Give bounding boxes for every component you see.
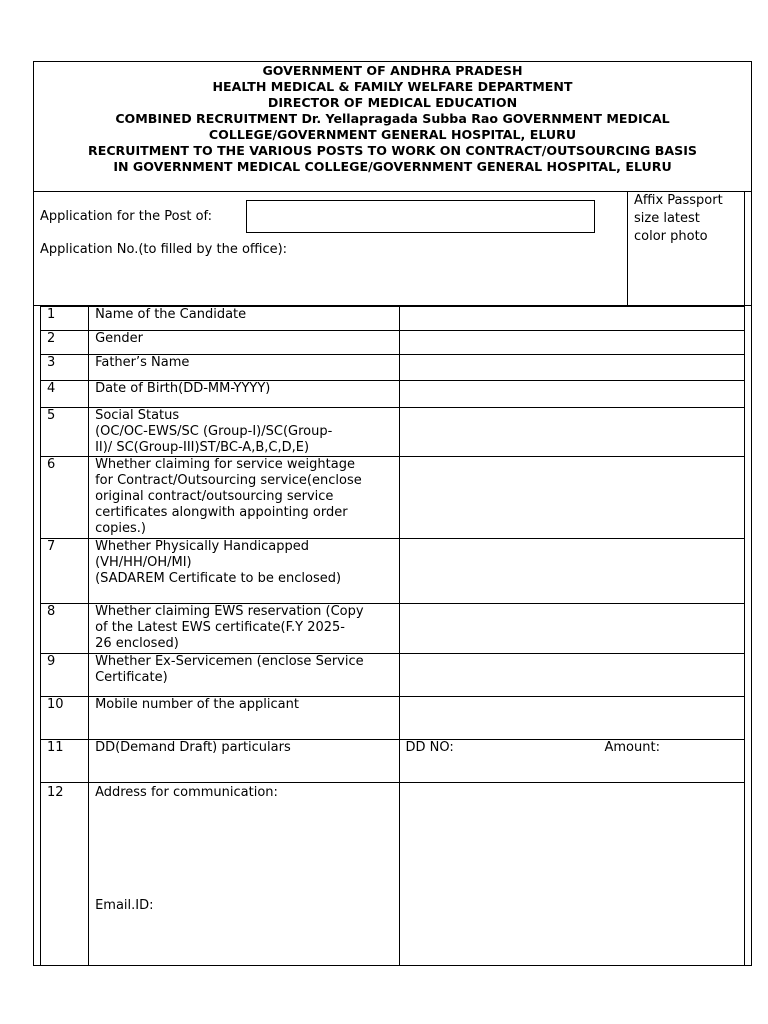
row-number: 9 — [41, 654, 89, 697]
row-label: Mobile number of the applicant — [89, 697, 399, 740]
handicapped-field[interactable] — [399, 539, 745, 604]
row-label-line: of the Latest EWS certificate(F.Y 2025- — [95, 620, 345, 635]
row-number: 8 — [41, 604, 89, 654]
photo-text: color photo — [634, 229, 708, 244]
email-label: Email.ID: — [95, 898, 154, 913]
header-line: HEALTH MEDICAL & FAMILY WELFARE DEPARTMENT — [212, 79, 573, 94]
header-line: IN GOVERNMENT MEDICAL COLLEGE/GOVERNMENT GENERAL HOSPITAL, ELURU — [113, 159, 672, 174]
table-row — [41, 457, 745, 539]
dob-field[interactable] — [399, 381, 745, 408]
gender-field[interactable] — [399, 331, 745, 355]
row-label: DD(Demand Draft) particulars — [89, 740, 399, 783]
table-row — [41, 355, 745, 381]
header-line: RECRUITMENT TO THE VARIOUS POSTS TO WORK ON CONTRACT/OUTSOURCING BASIS — [88, 143, 697, 158]
row-label: Name of the Candidate — [89, 307, 399, 331]
photo-text: size latest — [634, 211, 700, 226]
row-label-line: (OC/OC-EWS/SC (Group-I)/SC(Group- — [95, 424, 333, 439]
dd-field[interactable] — [399, 740, 745, 783]
row-label-line: II)/ SC(Group-III)ST/BC-A,B,C,D,E) — [95, 440, 310, 455]
row-number: 3 — [41, 355, 89, 381]
photo-box[interactable] — [627, 192, 745, 305]
service-weightage-field[interactable] — [399, 457, 745, 539]
social-status-field[interactable] — [399, 408, 745, 457]
row-label-line: Whether Ex-Servicemen (enclose Service — [95, 654, 364, 669]
row-number: 10 — [41, 697, 89, 740]
row-label-line: for Contract/Outsourcing service(enclose — [95, 473, 362, 488]
row-label — [89, 604, 399, 654]
table-row — [41, 539, 745, 604]
ex-servicemen-field[interactable] — [399, 654, 745, 697]
table-row — [41, 408, 745, 457]
address-label: Address for communication: — [95, 785, 278, 800]
row-label-line: Whether Physically Handicapped — [95, 539, 309, 554]
row-label: Date of Birth(DD-MM-YYYY) — [89, 381, 399, 408]
row-number: 11 — [41, 740, 89, 783]
table-row — [41, 331, 745, 355]
header-line: COLLEGE/GOVERNMENT GENERAL HOSPITAL, ELURU — [208, 127, 577, 142]
post-input[interactable] — [246, 200, 595, 233]
address-field[interactable] — [399, 783, 745, 966]
row-label-line: 26 enclosed) — [95, 636, 179, 651]
father-name-field[interactable] — [399, 355, 745, 381]
table-row — [41, 740, 745, 783]
row-number: 2 — [41, 331, 89, 355]
post-label: Application for the Post of: — [40, 209, 213, 224]
amount-label: Amount: — [604, 740, 660, 755]
application-section — [34, 192, 751, 306]
table-row — [41, 654, 745, 697]
form-header — [34, 62, 751, 192]
row-number: 1 — [41, 307, 89, 331]
application-no-label: Application No.(to filled by the office): — [40, 242, 288, 257]
table-row — [41, 697, 745, 740]
mobile-field[interactable] — [399, 697, 745, 740]
row-label — [89, 654, 399, 697]
header-line: COMBINED RECRUITMENT Dr. Yellapragada Subba Rao GOVERNMENT MEDICAL — [115, 111, 670, 126]
row-label: Gender — [89, 331, 399, 355]
row-label — [89, 539, 399, 604]
row-label — [89, 457, 399, 539]
row-label — [89, 783, 399, 966]
row-number: 7 — [41, 539, 89, 604]
row-label-line: (SADAREM Certificate to be enclosed) — [95, 571, 342, 586]
row-label-line: certificates alongwith appointing order — [95, 505, 348, 520]
table-row — [41, 604, 745, 654]
dd-no-label: DD NO: — [405, 740, 454, 755]
row-number: 5 — [41, 408, 89, 457]
header-line: GOVERNMENT OF ANDHRA PRADESH — [262, 63, 523, 78]
candidate-name-field[interactable] — [399, 307, 745, 331]
header-line: DIRECTOR OF MEDICAL EDUCATION — [267, 95, 518, 110]
details-table — [40, 306, 745, 966]
row-label: Father’s Name — [89, 355, 399, 381]
row-label — [89, 408, 399, 457]
table-row — [41, 783, 745, 966]
row-label-line: Certificate) — [95, 670, 168, 685]
photo-text: Affix Passport — [634, 193, 723, 208]
ews-field[interactable] — [399, 604, 745, 654]
table-row — [41, 307, 745, 331]
row-label-line: Whether claiming EWS reservation (Copy — [95, 604, 364, 619]
table-row — [41, 381, 745, 408]
row-label-line: Whether claiming for service weightage — [95, 457, 355, 472]
row-number: 12 — [41, 783, 89, 966]
row-label-line: Social Status — [95, 408, 180, 423]
row-label-line: (VH/HH/OH/MI) — [95, 555, 192, 570]
application-form — [33, 61, 752, 966]
row-number: 6 — [41, 457, 89, 539]
row-label-line: original contract/outsourcing service — [95, 489, 334, 504]
row-label-line: copies.) — [95, 521, 147, 536]
row-number: 4 — [41, 381, 89, 408]
